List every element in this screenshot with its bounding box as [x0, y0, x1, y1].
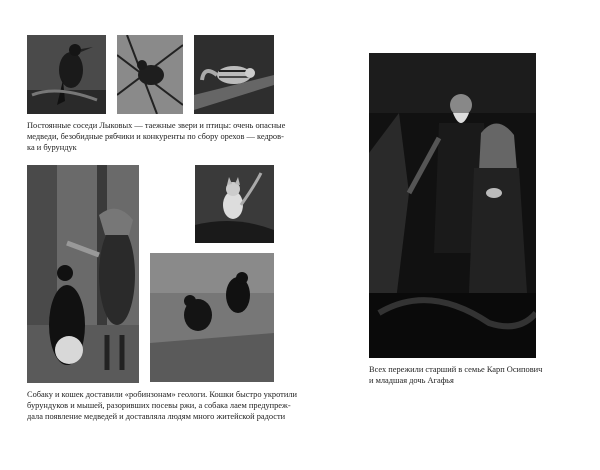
- photo-hazel-grouse: [117, 35, 183, 114]
- caption-line: Постоянные соседи Лыковых — таежные звери и птицы: очень опасные: [27, 121, 286, 130]
- caption-line: дала появление медведей и доставляла людям много житейской радости: [27, 412, 286, 421]
- photo-cat-on-tree: [195, 165, 274, 243]
- caption-line: и младшая дочь Агафья: [369, 376, 454, 385]
- caption-line: медведи, безобидные рябчики и конкуренты по сбору орехов — кедров-: [27, 132, 284, 141]
- caption-line: ка и бурундук: [27, 143, 77, 152]
- caption-line: бурундуков и мышей, разоривших посевы ржи, а собака лаем предупреж-: [27, 401, 291, 410]
- caption-line: Всех пережили старший в семье Карп Осипович: [369, 365, 543, 374]
- photo-woman-with-dog: [27, 165, 139, 383]
- caption-dog-and-cats: [27, 389, 297, 422]
- photo-bears-in-grass: [150, 253, 274, 382]
- caption-line: Собаку и кошек доставили «робинзонам» геологи. Кошки быстро укротили: [27, 390, 297, 399]
- caption-neighbors: [27, 120, 285, 153]
- photo-chipmunk: [194, 35, 274, 114]
- caption-survivors: [369, 364, 542, 386]
- photo-karp-and-agafya: [369, 53, 536, 358]
- photo-nutcracker-bird: [27, 35, 106, 114]
